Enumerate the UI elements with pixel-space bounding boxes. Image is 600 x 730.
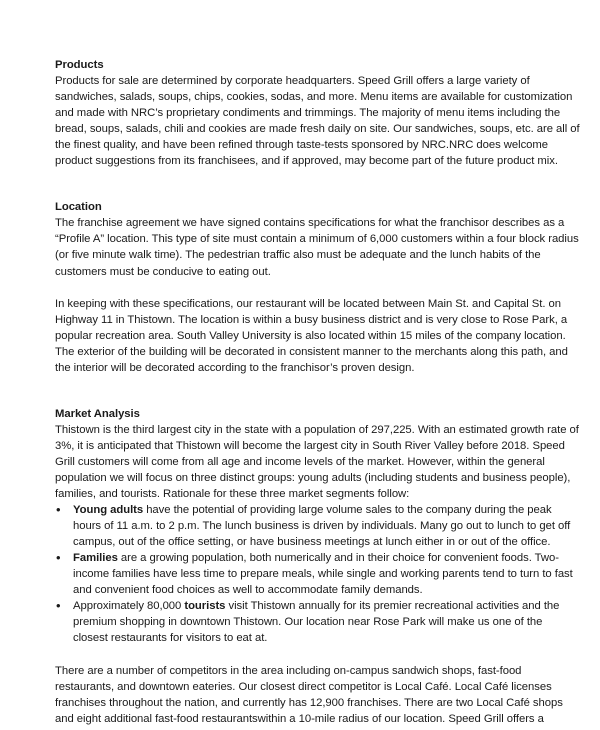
location-paragraph-2: In keeping with these specifications, our restaurant will be located between Main St. and Capital St. on Highway 11 in Thistown. The location is within a busy business district and is very close to Rose Park, a popular recreation area. South Valley University is also located within 15 miles of the company location. The exterior of the building will be decorated in consistent manner to the merchants along this path, and the interior will be decorated according to the franchisor’s proven design. [55, 297, 568, 374]
bullet-bold-text: Families [73, 552, 118, 565]
list-item [55, 550, 580, 598]
products-section [55, 57, 580, 169]
location-section [55, 199, 580, 375]
location-heading: Location [55, 201, 102, 214]
bullet-pre-text: Approximately 80,000 [73, 600, 185, 613]
market-analysis-section [55, 406, 580, 727]
bullet-post-text: are a growing population, both numerically and in their choice for convenient foods. Two-income families have less time to prepare meals, while single and working parents tend to turn to fast and convenient food choices as well to accommodate family demands. [73, 552, 573, 597]
competitors-paragraph: There are a number of competitors in the area including on-campus sandwich shops, fast-food restaurants, and downtown eateries. Our closest direct competitor is Local Café. Local Café licenses franchises throughout the nation, and currently has 12,900 franchises. There are two Local Café shops and eight additional fast-food restaurantswithin a 10-mile radius of our location. Speed Grill offers a [55, 664, 563, 725]
market-segments-list [55, 502, 580, 646]
location-paragraph-1: The franchise agreement we have signed contains specifications for what the franchisor describes as a “Profile A” location. This type of site must contain a minimum of 6,000 customers within a four block radius (or five minute walk time). The pedestrian traffic also must be adequate and the lunch habits of the customers must be conducive to eating out. [55, 217, 579, 278]
market-intro-paragraph: Thistown is the third largest city in the state with a population of 297,225. With an estimated growth rate of 3%, it is anticipated that Thistown will become the largest city in South River Valley before 2018. Speed Grill customers will come from all age and income levels of the market. However, within the general population we will focus on three distinct groups: young adults (including students and business people), families, and tourists. Rationale for these three market segments follow: [55, 423, 579, 501]
bullet-bold-text: Young adults [73, 504, 144, 517]
list-item [55, 598, 580, 646]
products-heading: Products [55, 59, 104, 71]
bullet-bold-text: tourists [184, 600, 226, 613]
market-analysis-heading: Market Analysis [55, 407, 140, 420]
products-paragraph: Products for sale are determined by corporate headquarters. Speed Grill offers a large variety of sandwiches, salads, soups, chips, cookies, sodas, and more. Menu items are available for customization and made with NRC’s proprietary condiments and trimmings. The majority of menu items including the bread, soups, salads, chili and cookies are made fresh daily on site. Our sandwiches, soups, etc. are all of the finest quality, and have been refined through taste-tests sponsored by NRC.NRC does welcome product suggestions from its franchisees, and if approved, may become part of the future product mix. [55, 75, 580, 168]
bullet-post-text: visit Thistown annually for its premier recreational activities and the premium shopping in downtown Thistown. Our location near Rose Park will make us one of the closest restaurants for visitors to eat at. [73, 600, 560, 645]
bullet-post-text: have the potential of providing large volume sales to the company during the peak hours of 11 a.m. to 2 p.m. The lunch business is driven by individuals. Many go out to lunch to get off campus, out of the office setting, or have business meetings at lunch either in or out of the office. [73, 504, 571, 549]
list-item [55, 502, 580, 550]
